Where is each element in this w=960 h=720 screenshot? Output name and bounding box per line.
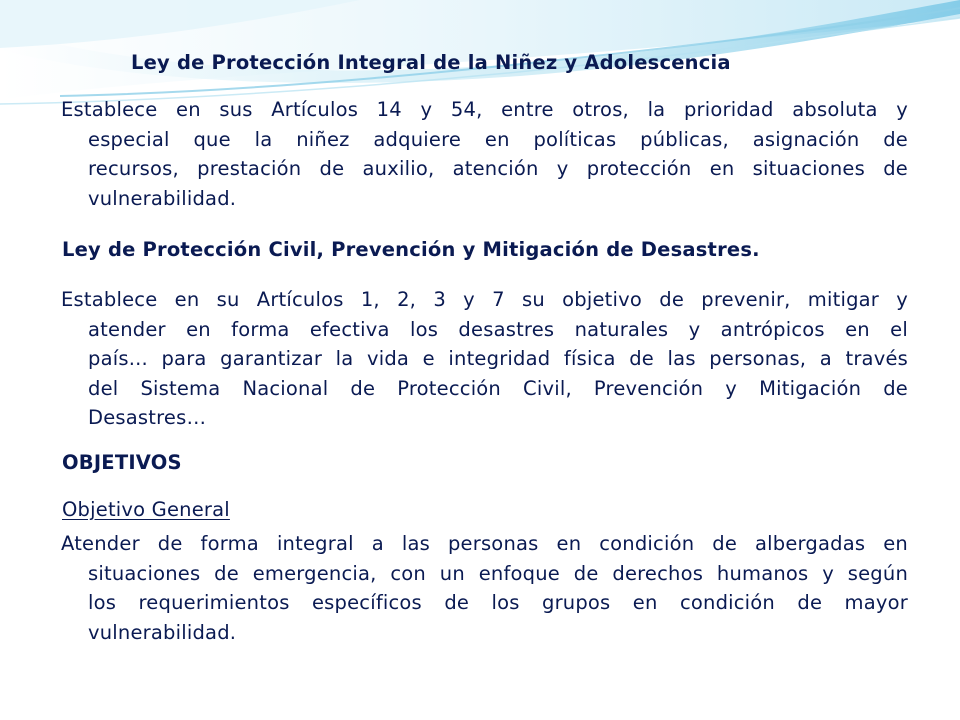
paragraph-line: país... para garantizar la vida e integridad física de las personas, a través (88, 347, 908, 370)
paragraph-line: Desastres… (88, 406, 207, 429)
subheading-objetivo-general: Objetivo General (62, 498, 230, 521)
paragraph-line: los requerimientos específicos de los grupos en condición de mayor (88, 591, 908, 614)
paragraph-line: vulnerabilidad. (88, 620, 237, 644)
paragraph-line: atender en forma efectiva los desastres naturales y antrópicos en el (88, 317, 908, 341)
paragraph-line: vulnerabilidad. (88, 186, 237, 210)
paragraph-ley-proteccion-civil (62, 285, 908, 433)
paragraph-line: Establece en su Artículos 1, 2, 3 y 7 su objetivo de prevenir, mitigar y (61, 288, 908, 311)
paragraph-objetivo-general (62, 529, 908, 647)
paragraph-line: Establece en sus Artículos 14 y 54, entre otros, la prioridad absoluta y (61, 98, 908, 121)
paragraph-line: especial que la niñez adquiere en políticas públicas, asignación de (88, 127, 908, 151)
paragraph-line: del Sistema Nacional de Protección Civil, Prevención y Mitigación de (88, 376, 908, 400)
slide-title: Ley de Protección Integral de la Niñez y Adolescencia (131, 51, 731, 74)
heading-ley-proteccion-civil: Ley de Protección Civil, Prevención y Mitigación de Desastres. (62, 238, 760, 261)
paragraph-ley-ninez (62, 95, 908, 213)
paragraph-line: situaciones de emergencia, con un enfoque de derechos humanos y según (88, 561, 908, 585)
heading-objetivos: OBJETIVOS (62, 451, 182, 474)
paragraph-line: recursos, prestación de auxilio, atención y protección en situaciones de (88, 157, 908, 180)
paragraph-line: Atender de forma integral a las personas en condición de albergadas en (61, 532, 908, 555)
